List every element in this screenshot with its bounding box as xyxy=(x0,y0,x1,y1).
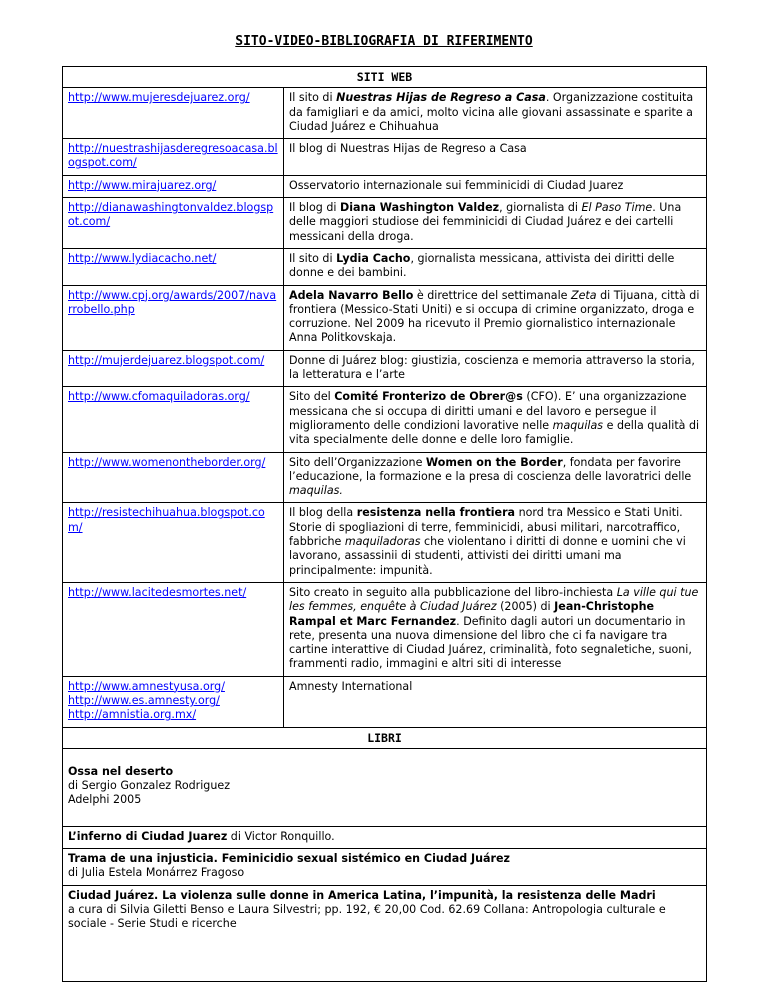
text-run: Comité Fronterizo de Obrer@s xyxy=(334,390,523,404)
text-run: El Paso Time xyxy=(581,201,653,215)
site-description-cell xyxy=(284,285,707,350)
section-header-row xyxy=(63,727,707,748)
site-link[interactable]: http://www.cfomaquiladoras.org/ xyxy=(68,390,250,404)
site-description-cell xyxy=(284,503,707,582)
siti-web-header: SITI WEB xyxy=(63,67,707,88)
site-description-cell xyxy=(284,248,707,285)
text-run: Il blog della xyxy=(289,506,357,520)
site-link[interactable]: http://amnistia.org.mx/ xyxy=(68,708,197,722)
text-run: resistenza nella frontiera xyxy=(356,506,516,520)
book-cell xyxy=(63,849,707,886)
text-run: Lydia Cacho xyxy=(336,251,411,265)
site-link[interactable]: http://www.lydiacacho.net/ xyxy=(68,251,217,265)
site-description-cell xyxy=(284,198,707,249)
site-url-cell xyxy=(63,88,284,139)
text-run: a cura di Silvia Giletti Benso e Laura Silvestri; pp. 192, € 20,00 Cod. 62.69 Collana: Antropologia culturale e sociale - Serie Studi e ricerche xyxy=(68,902,666,931)
text-run: che violentano i diritti di donne e uomini che vi lavorano, assassinii di studenti, attivisti dei diritti umani ma principalmente: impunità. xyxy=(289,535,686,577)
site-row xyxy=(63,248,707,285)
site-url-cell xyxy=(63,503,284,582)
text-run: Amnesty International xyxy=(289,679,413,693)
site-url-cell xyxy=(63,350,284,387)
book-cell xyxy=(63,826,707,848)
site-url-cell xyxy=(63,248,284,285)
text-run: Il sito di xyxy=(289,251,337,265)
text-run: Trama de una injusticia. Feminicidio sexual sistémico en Ciudad Juárez xyxy=(68,852,510,866)
site-description-cell xyxy=(284,387,707,452)
site-link[interactable]: http://www.mujeresdejuarez.org/ xyxy=(68,91,250,105)
site-url-cell xyxy=(63,175,284,197)
text-run: maquilas xyxy=(552,418,604,432)
page-title: SITO-VIDEO-BIBLIOGRAFIA DI RIFERIMENTO xyxy=(235,34,533,49)
site-link[interactable]: http://www.lacitedesmortes.net/ xyxy=(68,585,247,599)
site-link[interactable]: http://www.es.amnesty.org/ xyxy=(68,693,220,707)
text-run: di Julia Estela Monárrez Fragoso xyxy=(68,866,245,880)
site-url-cell xyxy=(63,198,284,249)
book-line xyxy=(68,903,701,932)
book-cell xyxy=(63,748,707,826)
book-line xyxy=(68,793,701,807)
text-run: nord tra Messico e Stati Uniti. Storie di spogliazioni di terre, femminicidi, abusi militari, narcotraffico, fabbriche xyxy=(289,506,683,549)
libri-header: LIBRI xyxy=(63,727,707,748)
site-description-cell xyxy=(284,676,707,727)
text-run: di Tijuana, città di frontiera (Messico-Stati Uniti) e si occupa di crimine organizzato, droga e corruzione. Nel 2009 ha ricevuto il Premio giornalistico internazionale Anna Politkovskaja. xyxy=(289,288,700,345)
text-run: (CFO). E’ una organizzazione messicana che si occupa di diritti umani e del lavoro e persegue il miglioramento delle condizioni lavorative nelle xyxy=(289,390,687,432)
book-line xyxy=(68,765,701,779)
site-row xyxy=(63,452,707,503)
text-run: Ossa nel deserto xyxy=(68,764,174,778)
site-description-cell xyxy=(284,88,707,139)
text-run: di Sergio Gonzalez Rodriguez xyxy=(68,779,231,793)
section-header-row xyxy=(63,67,707,88)
site-url-cell xyxy=(63,676,284,727)
text-run: Nuestras Hijas de Regreso a Casa xyxy=(336,91,546,105)
site-link[interactable]: http://mujerdejuarez.blogspot.com/ xyxy=(68,353,265,367)
book-row xyxy=(63,826,707,848)
site-link[interactable]: http://dianawashingtonvaldez.blogspot.com/ xyxy=(68,201,274,229)
text-run: , fondata per favorire l’educazione, la formazione e la presa di coscienza delle lavoratrici delle xyxy=(289,455,692,483)
book-line xyxy=(68,779,701,793)
text-run: Donne di Juárez blog: giustizia, coscienza e memoria attraverso la storia, la letteratura e l’arte xyxy=(289,353,695,382)
text-run: , giornalista messicana, attivista dei diritti delle donne e dei bambini. xyxy=(289,251,675,280)
text-run: . Definito dagli autori un documentario in rete, presenta una nuova dimensione del libro che ci fa navigare tra cartine interattive di Ciudad Juárez, criminalità, foto segnaletiche, suoni, frammenti radio, immagini e altri siti di interesse xyxy=(289,614,692,671)
site-url-cell xyxy=(63,452,284,503)
text-run: Sito del xyxy=(289,390,335,404)
text-run: Women on the Border xyxy=(425,455,563,469)
site-description-cell xyxy=(284,452,707,503)
book-row xyxy=(63,885,707,981)
text-run: Ciudad Juárez. La violenza sulle donne in America Latina, l’impunità, la resistenza delle Madri xyxy=(68,888,656,902)
site-url-cell xyxy=(63,387,284,452)
site-description-cell xyxy=(284,175,707,197)
site-link[interactable]: http://www.amnestyusa.org/ xyxy=(68,679,225,693)
site-row xyxy=(63,387,707,452)
book-line xyxy=(68,866,701,880)
text-run: Adelphi 2005 xyxy=(68,793,142,807)
text-run: maquilas. xyxy=(289,484,343,498)
site-link[interactable]: http://www.mirajuarez.org/ xyxy=(68,178,217,192)
site-row xyxy=(63,139,707,176)
text-run: Diana Washington Valdez xyxy=(340,201,500,215)
site-row xyxy=(63,503,707,582)
text-run: Sito dell’Organizzazione xyxy=(289,455,426,469)
site-url-cell xyxy=(63,582,284,676)
text-run: Il sito di xyxy=(289,91,337,105)
text-run: Jean-Christophe Rampal et Marc Fernandez xyxy=(289,600,655,628)
text-run: , giornalista di xyxy=(499,201,582,215)
site-row xyxy=(63,285,707,350)
site-url-cell xyxy=(63,139,284,176)
book-line xyxy=(68,852,701,866)
text-run: La ville qui tue les femmes, enquête à Ciudad Juárez xyxy=(289,585,699,614)
site-row xyxy=(63,88,707,139)
references-table xyxy=(62,66,707,982)
text-run: Sito creato in seguito alla pubblicazione del libro-inchiesta xyxy=(289,585,617,599)
site-row xyxy=(63,582,707,676)
site-row xyxy=(63,198,707,249)
book-line xyxy=(68,830,701,844)
text-run: maquiladoras xyxy=(344,535,421,549)
book-row xyxy=(63,849,707,886)
text-run: Il blog di Nuestras Hijas de Regreso a Casa xyxy=(289,142,527,156)
site-row xyxy=(63,676,707,727)
site-link[interactable]: http://resistechihuahua.blogspot.com/ xyxy=(68,506,265,534)
text-run: . Organizzazione costituita da famigliari e da amici, molto vicina alle giovani assassinate e sparite a Ciudad Juárez e Chihuahua xyxy=(289,91,694,133)
site-url-cell xyxy=(63,285,284,350)
site-link[interactable]: http://www.womenontheborder.org/ xyxy=(68,455,266,469)
book-cell xyxy=(63,885,707,981)
book-row xyxy=(63,748,707,826)
site-row xyxy=(63,350,707,387)
text-run: Osservatorio internazionale sui femminicidi di Ciudad Juarez xyxy=(289,178,624,192)
site-description-cell xyxy=(284,350,707,387)
book-line xyxy=(68,889,701,903)
text-run: e della qualità di vita specialmente delle donne e delle loro famiglie. xyxy=(289,418,700,447)
site-row xyxy=(63,175,707,197)
text-run: Il blog di xyxy=(289,201,341,215)
text-run: Zeta xyxy=(571,288,597,302)
text-run: è direttrice del settimanale xyxy=(413,288,571,302)
text-run: . Una delle maggiori studiose dei femminicidi di Ciudad Juárez e dei cartelli messicani della droga. xyxy=(289,201,682,243)
site-link[interactable]: http://www.cpj.org/awards/2007/navarrobello.php xyxy=(68,288,277,316)
text-run: di Victor Ronquillo. xyxy=(227,829,335,843)
site-description-cell xyxy=(284,582,707,676)
text-run: Adela Navarro Bello xyxy=(289,288,414,302)
site-link[interactable]: http://nuestrashijasderegresoacasa.blogspot.com/ xyxy=(68,142,278,170)
text-run: L’inferno di Ciudad Juarez xyxy=(68,829,228,843)
text-run: (2005) di xyxy=(496,600,555,614)
site-description-cell xyxy=(284,139,707,176)
